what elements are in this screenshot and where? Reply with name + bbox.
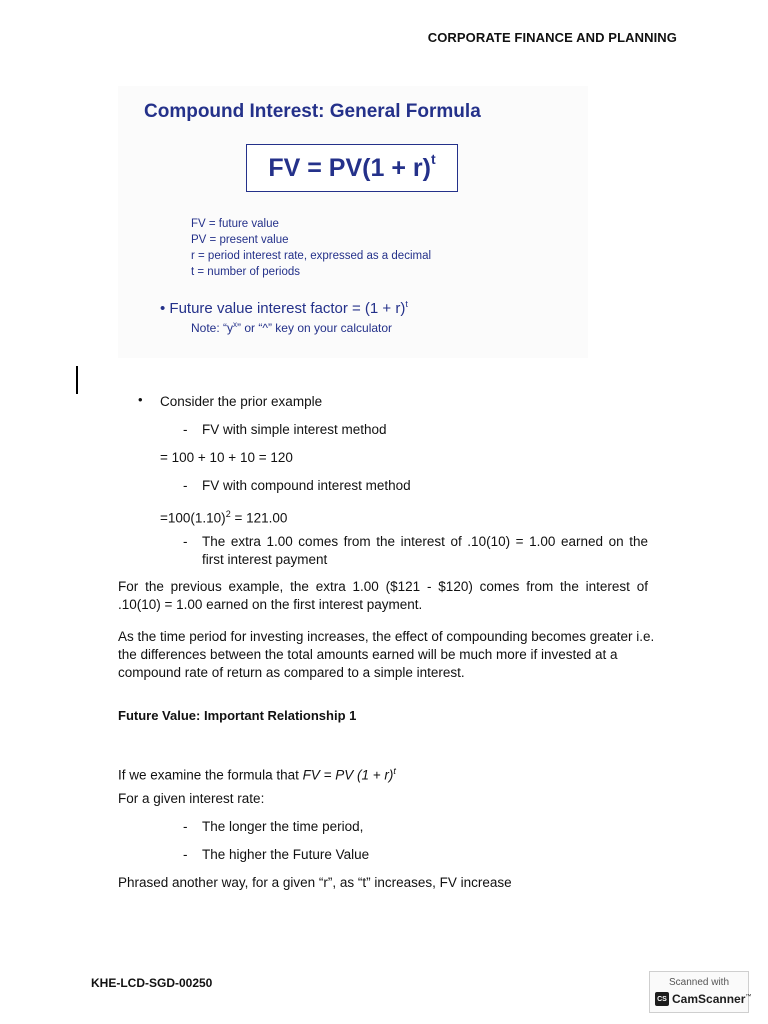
definitions-list [191, 216, 431, 280]
formula [268, 150, 436, 183]
formula-box [246, 144, 458, 192]
item-simple: FV with simple interest method [202, 422, 387, 437]
camscanner-logo-icon: CS [655, 992, 669, 1006]
slide-title: Compound Interest: General Formula [144, 101, 481, 122]
calc-compound-exponent: 2 [225, 509, 231, 519]
section-heading: Future Value: Important Relationship 1 [118, 708, 357, 723]
calc-compound [160, 505, 287, 528]
dash-icon: - [183, 819, 188, 834]
watermark-brand [672, 992, 751, 1006]
note-exponent: x [233, 320, 238, 329]
fvif-exponent: t [405, 299, 408, 309]
bullet-text: Consider the prior example [160, 394, 323, 409]
given-rate-line: For a given interest rate: [118, 791, 265, 806]
phrased-line: Phrased another way, for a given “r”, as “t” increases, FV increase [118, 875, 512, 890]
definition-pv: PV = present value [191, 234, 289, 246]
dash-icon: - [183, 534, 188, 549]
calc-compound-pre: =100(1.10) [160, 510, 226, 526]
definition-r: r = period interest rate, expressed as a decimal [191, 250, 432, 262]
item-higher: The higher the Future Value [202, 847, 370, 862]
fvif-text: • Future value interest factor = (1 + r) [160, 300, 406, 317]
paragraph-previous-example: For the previous example, the extra 1.00 ($121 - $120) comes from the interest of .10(10) = 1.00 earned on the first interest payment. [118, 579, 648, 612]
examine-formula: FV = PV (1 + r) [302, 767, 394, 783]
note-pre: Note: “y [191, 321, 234, 335]
formula-main: FV = PV(1 + r) [268, 153, 431, 182]
calc-simple: = 100 + 10 + 10 = 120 [160, 450, 293, 465]
examine-line [118, 762, 396, 785]
definition-fv: FV = future value [191, 218, 279, 230]
watermark-tm: ™ [745, 994, 752, 1000]
item-extra: The extra 1.00 comes from the interest of .10(10) = 1.00 earned on the first interest payment [202, 534, 648, 567]
dash-icon: - [183, 422, 188, 437]
document-code: KHE-LCD-SGD-00250 [91, 976, 213, 990]
item-longer: The longer the time period, [202, 819, 364, 834]
calculator-note [191, 320, 392, 335]
bullet-icon: • [138, 392, 143, 407]
note-post: ” or “^” key on your calculator [237, 321, 393, 335]
watermark-name: CamScanner [672, 992, 746, 1006]
watermark-caption: Scanned with [668, 977, 730, 988]
page-header: CORPORATE FINANCE AND PLANNING [427, 30, 677, 45]
dash-icon: - [183, 847, 188, 862]
examine-pre: If we examine the formula that [118, 767, 303, 783]
calc-compound-post: = 121.00 [230, 510, 288, 526]
paragraph-time-period: As the time period for investing increases, the effect of compounding becomes greater i.e. the differences between the total amounts earned will be much more if invested at a compound rate of return as compared to a simple interest. [118, 629, 655, 680]
examine-exponent: t [393, 766, 396, 776]
formula-exponent: t [430, 150, 436, 167]
dash-icon: - [183, 478, 188, 493]
fvif-line [160, 299, 408, 317]
definition-t: t = number of periods [191, 266, 300, 278]
text-cursor [76, 366, 78, 394]
camscanner-watermark [649, 971, 752, 1013]
item-compound: FV with compound interest method [202, 478, 411, 493]
